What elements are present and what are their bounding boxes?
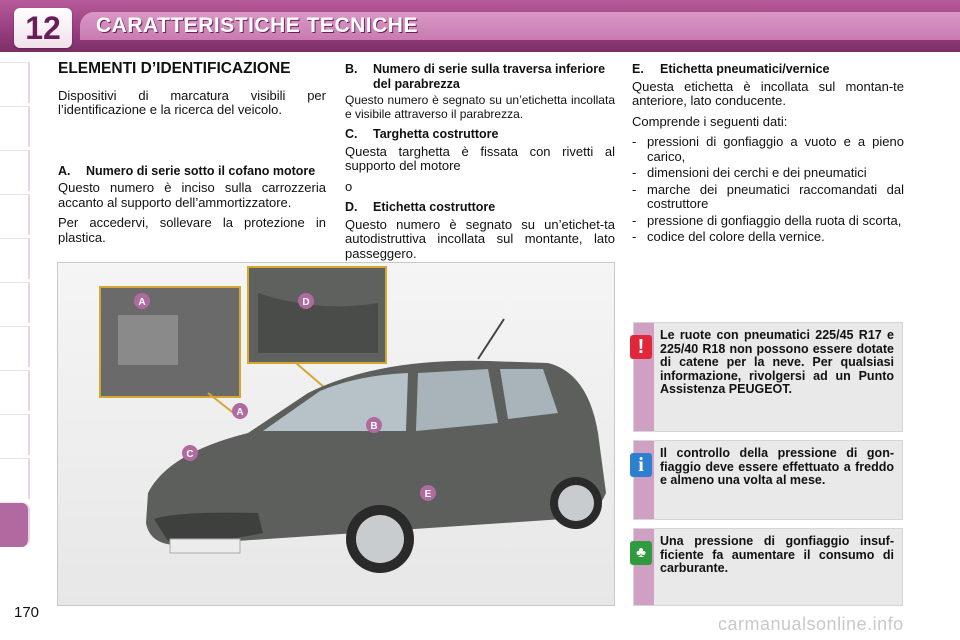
marker-a-inset (134, 293, 150, 309)
marker-label: D (302, 297, 310, 308)
section-c-text: Questa targhetta è fissata con rivetti al supporto del motore (345, 143, 615, 173)
section-b-text: Questo numero è segnato su un’etichetta incollata e visibile attraverso il parabrezza. (345, 93, 615, 121)
chapter-title: CARATTERISTICHE TECNICHE (96, 14, 418, 37)
chapter-tab[interactable] (0, 326, 30, 367)
column-3 (632, 62, 904, 247)
info-note (633, 440, 903, 520)
marker-a (232, 403, 248, 419)
eco-note (633, 528, 903, 606)
chapter-tabs (0, 62, 30, 550)
car-illustration (57, 262, 615, 606)
section-d-heading (345, 200, 615, 215)
marker-label: A (236, 407, 244, 418)
section-letter: A. (58, 163, 71, 178)
chapter-number-badge: 12 (14, 8, 72, 48)
section-e-text-2: Comprende i seguenti dati: (632, 113, 788, 129)
front-side-window (416, 369, 498, 431)
license-plate (170, 539, 240, 553)
list-item: - pressione di gonfiaggio della ruota di scorta, (632, 214, 904, 229)
section-a-text-1: Questo numero è inciso sulla carrozzeria accanto al supporto dell’ammortizzatore. (58, 180, 326, 210)
section-heading-text: Numero di serie sulla traversa inferiore del parabrezza (373, 62, 606, 91)
front-wheel-rim (356, 515, 404, 563)
section-heading-text: Numero di serie sotto il cofano motore (86, 163, 316, 178)
section-d-text: Questo numero è segnato su un’etichet-ta autodistruttiva incollata sul montante, lato passeggero. (345, 216, 615, 261)
section-letter: C. (345, 127, 358, 141)
info-text: Il controllo della pressione di gon-fiaggio deve essere effettuato a freddo e almeno una volta al mese. (660, 446, 894, 487)
section-c-heading (345, 127, 615, 142)
column-1 (58, 62, 326, 251)
section-e-heading (632, 62, 904, 77)
rear-wheel-rim (558, 485, 594, 521)
section-e-text-1: Questa etichetta è incollata sul montan-te anteriore, lato conducente. (632, 78, 904, 108)
watermark: carmanualsonline.info (718, 614, 904, 634)
tyre-label-list (632, 135, 904, 245)
marker-label: A (138, 297, 146, 308)
list-item: - pressioni di gonfiaggio a vuoto e a pieno carico, (632, 135, 904, 164)
section-letter: E. (632, 62, 644, 76)
section-heading-text: Targhetta costruttore (373, 127, 499, 141)
marker-c (182, 445, 198, 461)
warning-icon: ! (630, 335, 652, 359)
car-drawing (58, 263, 614, 605)
chapter-tab[interactable] (0, 106, 30, 147)
section-a-heading (58, 164, 326, 179)
chapter-tab[interactable] (0, 282, 30, 323)
chapter-tab[interactable] (0, 414, 30, 455)
section-b-heading (345, 62, 615, 91)
or-text: o (345, 178, 353, 194)
marker-b (366, 417, 382, 433)
chapter-tab[interactable] (0, 150, 30, 191)
marker-d (298, 293, 314, 309)
list-item: - dimensioni dei cerchi e dei pneumatici (632, 166, 904, 181)
chapter-tab[interactable] (0, 458, 30, 499)
antenna (478, 319, 504, 359)
section-heading-text: Etichetta pneumatici/vernice (660, 62, 830, 76)
warning-text: Le ruote con pneumatici 225/45 R17 e 225/40 R18 non possono essere dotate di catene per la neve. Per qualsiasi informazione, rivolgersi ad un Punto Assistenza PEUGEOT. (660, 328, 894, 396)
warning-note (633, 322, 903, 432)
chapter-tab-active[interactable] (0, 502, 30, 547)
chapter-tab[interactable] (0, 62, 30, 103)
section-a-text-2: Per accedervi, sollevare la protezione in plastica. (58, 215, 326, 245)
chapter-tab[interactable] (0, 238, 30, 279)
page-number: 170 (14, 604, 40, 621)
list-item: - marche dei pneumatici raccomandati dal costruttore (632, 183, 904, 212)
eco-text: Una pressione di gonfiaggio insuf-ficiente fa aumentare il consumo di carburante. (660, 534, 894, 575)
page-header (0, 0, 960, 52)
chapter-tab[interactable] (0, 194, 30, 235)
chapter-tab[interactable] (0, 370, 30, 411)
list-item: - codice del colore della vernice. (632, 230, 904, 245)
marker-label: C (186, 449, 194, 460)
intro-text: Dispositivi di marcatura visibili per l’identificazione e la ricerca del veicolo. (58, 87, 326, 117)
section-heading-text: Etichetta costruttore (373, 200, 496, 214)
section-letter: D. (345, 200, 358, 214)
section-title: ELEMENTI D’IDENTIFICAZIONE (58, 60, 291, 77)
marker-label: B (370, 421, 378, 432)
inset-engine-detail (118, 315, 178, 365)
marker-e (420, 485, 436, 501)
section-letter: B. (345, 62, 358, 76)
column-2 (345, 62, 615, 267)
marker-label: E (424, 489, 432, 500)
tree-icon: ♣ (630, 541, 652, 565)
info-icon: i (630, 453, 652, 477)
